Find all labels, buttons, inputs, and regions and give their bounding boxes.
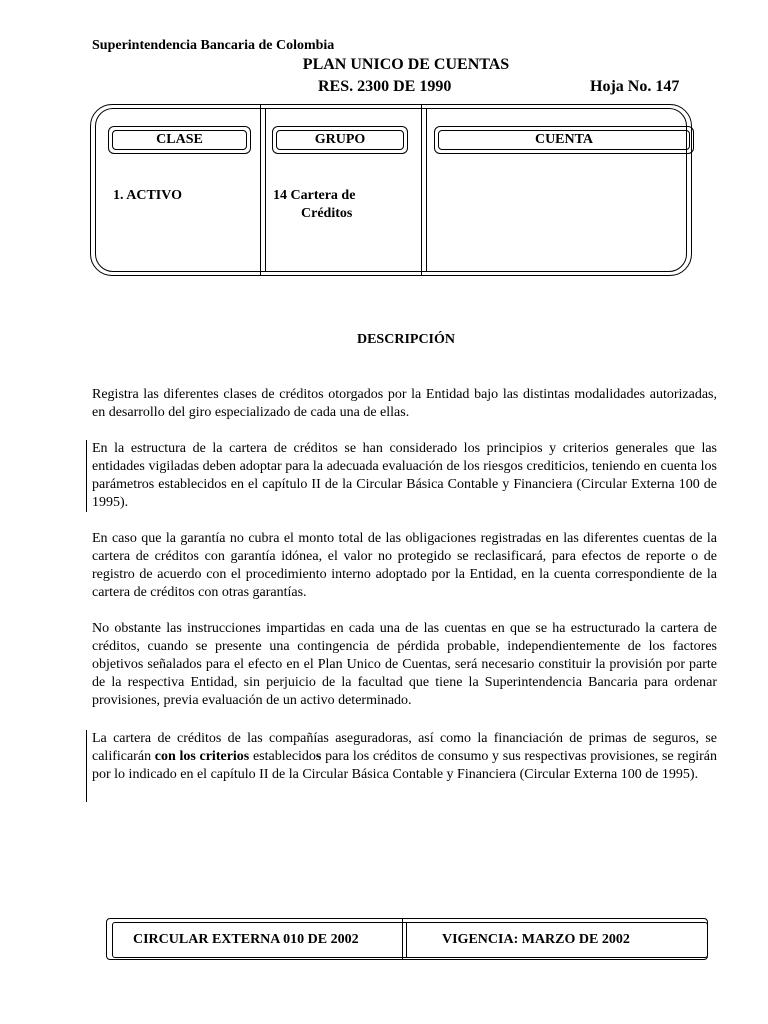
paragraph-4: No obstante las instrucciones impartidas en cada una de las cuentas en que se ha estructurado la cartera de créditos, cuando se presente una contingencia de pérdida probable, independientemente de los factores objetivos señalados para el efecto en el Plan Unico de Cuentas, será necesario constituir la provisión por parte de la respectiva Entidad, sin perjuicio de la facultad que tiene la Superintendencia Bancaria para ordenar provisiones, previa evaluación de un activo determinado. xyxy=(92,621,717,708)
footer-divider xyxy=(406,922,407,958)
circular-reference: CIRCULAR EXTERNA 010 DE 2002 xyxy=(133,932,359,947)
revision-bar xyxy=(86,440,87,512)
column-divider xyxy=(421,104,422,276)
paragraph-2: En la estructura de la cartera de créditos se han considerado los principios y criterios generales que las entidades vigiladas deben adoptar para la adecuada evaluación de los riesgos crediticios, teniendo en cuenta los parámetros establecidos en el capítulo II de la Circular Básica Contable y Financiera (Circular Externa 100 de 1995). xyxy=(92,441,717,510)
paragraph-3: En caso que la garantía no cubra el monto total de las obligaciones registradas en las diferentes cuentas de la cartera de créditos con garantía idónea, el valor no protegido se reclasificará, para efectos de reporte o de registro de acuerdo con el procedimiento interno adoptado por la Entidad, en la cuenta correspondiente de la cartera de créditos con otras garantías. xyxy=(92,531,717,600)
grupo-value-line2: Créditos xyxy=(301,206,353,221)
clase-header: CLASE xyxy=(108,126,251,154)
column-divider xyxy=(265,108,266,272)
grupo-header: GRUPO xyxy=(272,126,408,154)
document-title: PLAN UNICO DE CUENTAS xyxy=(302,56,510,73)
organization-name: Superintendencia Bancaria de Colombia xyxy=(92,38,335,53)
cuenta-header: CUENTA xyxy=(434,126,694,154)
sheet-number: Hoja No. 147 xyxy=(590,78,680,95)
grupo-value-line1: 14 Cartera de xyxy=(273,188,356,203)
description-heading: DESCRIPCIÓN xyxy=(356,332,455,347)
paragraph-1: Registra las diferentes clases de créditos otorgados por la Entidad bajo las distintas modalidades autorizadas, en desarrollo del giro especializado de cada una de ellas. xyxy=(92,387,717,420)
column-divider xyxy=(426,108,427,272)
revision-bar xyxy=(86,730,87,802)
clase-value: 1. ACTIVO xyxy=(113,188,182,203)
resolution-number: RES. 2300 DE 1990 xyxy=(318,78,452,95)
bold-phrase: con los criterios xyxy=(154,749,250,764)
vigencia-date: VIGENCIA: MARZO DE 2002 xyxy=(442,932,630,947)
column-divider xyxy=(260,104,261,276)
paragraph-5: La cartera de créditos de las compañías aseguradoras, así como la financiación de primas de seguros, se calificarán con los criterios establecidos para los créditos de consumo y sus respectivas provisiones, se regirán por lo indicado en el capítulo II de la Circular Básica Contable y Financiera (Circular Externa 100 de 1995). xyxy=(92,731,717,782)
footer-divider xyxy=(402,918,403,960)
